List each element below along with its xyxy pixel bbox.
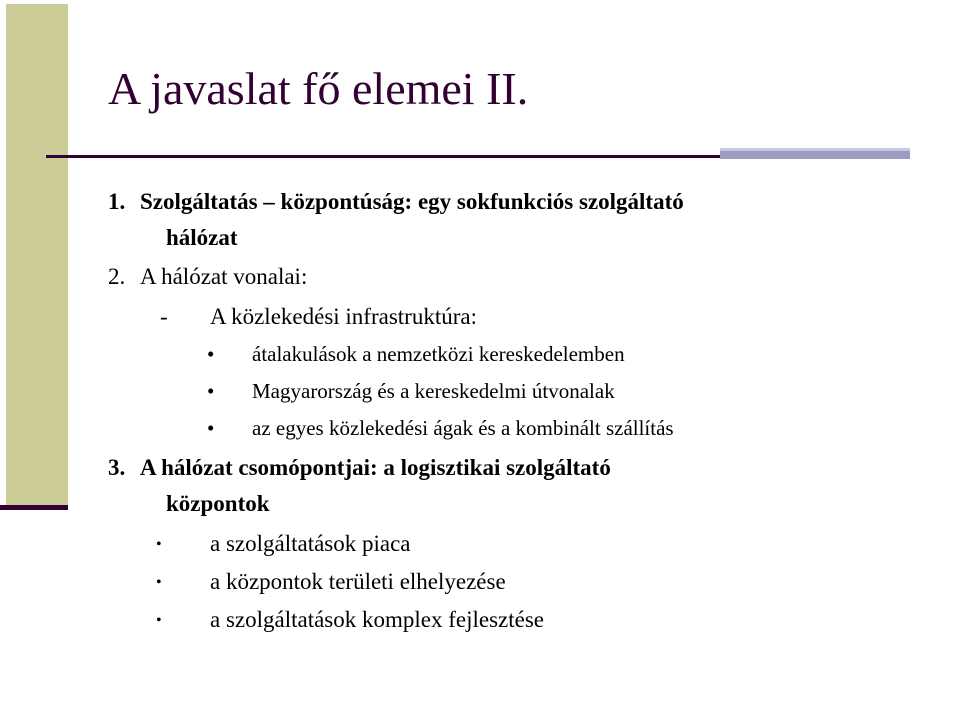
item3-line2: központok: [166, 491, 270, 516]
item2-sub-marker: -: [160, 304, 168, 329]
item3-line1: A hálózat csomópontjai: a logisztikai szolgáltató: [140, 455, 611, 480]
bullet-icon: •: [156, 574, 162, 591]
item2-text: A hálózat vonalai:: [140, 264, 308, 289]
sidebar-underline: [0, 505, 68, 510]
bullet-icon: •: [207, 379, 215, 403]
title-rule-accent: [720, 151, 910, 159]
bullet-icon: •: [207, 416, 215, 440]
title-rule: [46, 155, 766, 158]
item1-line1: Szolgáltatás – központúság: egy sokfunkciós szolgáltató: [140, 189, 684, 214]
slide-title: A javaslat fő elemei II.: [108, 63, 529, 114]
item2-number: 2.: [108, 264, 126, 289]
bullet-icon: •: [156, 536, 162, 553]
item3-bullet-1: a szolgáltatások piaca: [210, 531, 411, 556]
item2-bullet-2: Magyarország és a kereskedelmi útvonalak: [252, 379, 615, 403]
sidebar-decoration: [6, 4, 68, 510]
item2-bullet-3: az egyes közlekedési ágak és a kombinált szállítás: [252, 416, 674, 440]
item3-bullet-2: a központok területi elhelyezése: [210, 569, 506, 594]
item3-bullet-3: a szolgáltatások komplex fejlesztése: [210, 607, 545, 632]
item2-bullet-1: átalakulások a nemzetközi kereskedelemben: [252, 342, 625, 366]
item2-sub-text: A közlekedési infrastruktúra:: [210, 304, 477, 329]
bullet-icon: •: [156, 612, 162, 629]
item3-number: 3.: [108, 455, 126, 480]
bullet-icon: •: [207, 342, 215, 366]
item1-line2: hálózat: [166, 225, 238, 250]
item1-number: 1.: [108, 189, 126, 214]
